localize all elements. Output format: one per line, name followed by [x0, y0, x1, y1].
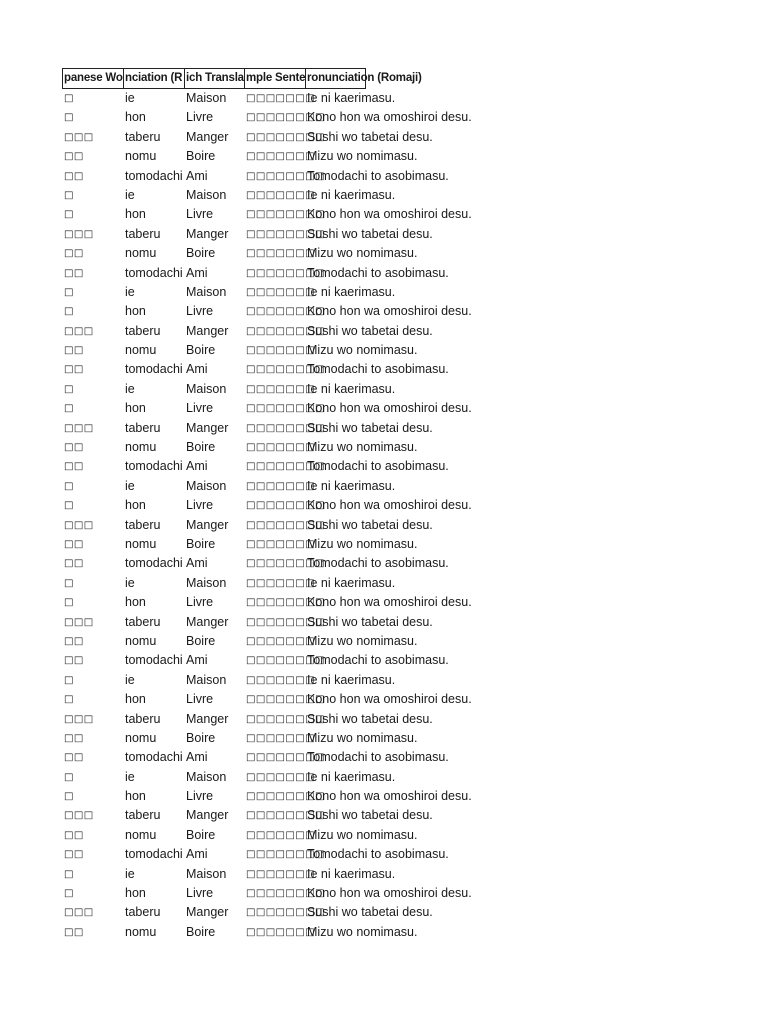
header-pronunciation: nciation (R: [123, 68, 185, 89]
cell-example-sentence: □□□□□□□□: [246, 791, 325, 803]
cell-example-sentence: □□□□□□□: [246, 442, 315, 454]
cell-example-sentence: □□□□□□□□: [246, 209, 325, 221]
cell-japanese-word: □□: [64, 151, 84, 163]
cell-sentence-pronunciation: Tomodachi to asobimasu.: [307, 168, 449, 183]
cell-japanese-word: □□□: [64, 131, 94, 143]
table-row: [62, 923, 742, 942]
table-row: [62, 554, 742, 573]
cell-pronunciation: hon: [125, 789, 146, 804]
table-row: [62, 651, 742, 670]
cell-sentence-pronunciation: Ie ni kaerimasu.: [307, 284, 396, 299]
table-row: [62, 419, 742, 438]
cell-japanese-word: □□: [64, 732, 84, 744]
cell-japanese-word: □: [64, 771, 74, 783]
table-row: [62, 457, 742, 476]
cell-sentence-pronunciation: Kono hon wa omoshiroi desu.: [307, 789, 472, 804]
cell-example-sentence: □□□□□□□□: [246, 325, 325, 337]
cell-pronunciation: hon: [125, 692, 146, 707]
table-row: [62, 244, 742, 263]
cell-sentence-pronunciation: Sushi wo tabetai desu.: [307, 905, 433, 920]
cell-french-translation: Manger: [186, 129, 229, 144]
cell-japanese-word: □: [64, 189, 74, 201]
cell-japanese-word: □: [64, 791, 74, 803]
cell-french-translation: Livre: [186, 304, 214, 319]
cell-sentence-pronunciation: Kono hon wa omoshiroi desu.: [307, 886, 472, 901]
cell-japanese-word: □□□: [64, 325, 94, 337]
cell-pronunciation: nomu: [125, 536, 157, 551]
cell-sentence-pronunciation: Mizu wo nomimasu.: [307, 246, 418, 261]
cell-japanese-word: □□□: [64, 228, 94, 240]
cell-french-translation: Maison: [186, 91, 227, 105]
cell-french-translation: Maison: [186, 769, 227, 784]
cell-sentence-pronunciation: Mizu wo nomimasu.: [307, 730, 418, 745]
cell-french-translation: Manger: [186, 226, 229, 241]
cell-sentence-pronunciation: Sushi wo tabetai desu.: [307, 323, 433, 338]
cell-sentence-pronunciation: Mizu wo nomimasu.: [307, 633, 418, 648]
cell-example-sentence: □□□□□□□: [246, 189, 315, 201]
cell-french-translation: Livre: [186, 401, 214, 416]
cell-pronunciation: ie: [125, 91, 135, 105]
cell-japanese-word: □: [64, 286, 74, 298]
cell-french-translation: Maison: [186, 478, 227, 493]
cell-example-sentence: □□□□□□□: [246, 93, 315, 104]
cell-sentence-pronunciation: Sushi wo tabetai desu.: [307, 711, 433, 726]
cell-japanese-word: □□: [64, 558, 84, 570]
table-row: [62, 593, 742, 612]
table-row: [62, 225, 742, 244]
cell-example-sentence: □□□□□□□□: [246, 500, 325, 512]
cell-japanese-word: □: [64, 888, 74, 900]
table-row: [62, 186, 742, 205]
cell-french-translation: Boire: [186, 246, 216, 261]
cell-japanese-word: □: [64, 694, 74, 706]
cell-french-translation: Boire: [186, 924, 216, 939]
cell-french-translation: Ami: [186, 750, 208, 765]
cell-pronunciation: nomu: [125, 149, 157, 164]
cell-sentence-pronunciation: Sushi wo tabetai desu.: [307, 808, 433, 823]
cell-french-translation: Boire: [186, 633, 216, 648]
cell-french-translation: Manger: [186, 905, 229, 920]
cell-sentence-pronunciation: Tomodachi to asobimasu.: [307, 556, 449, 571]
table-row: [62, 884, 742, 903]
cell-sentence-pronunciation: Sushi wo tabetai desu.: [307, 420, 433, 435]
cell-sentence-pronunciation: Kono hon wa omoshiroi desu.: [307, 110, 472, 125]
cell-french-translation: Ami: [186, 847, 208, 862]
cell-pronunciation: ie: [125, 187, 135, 202]
cell-pronunciation: taberu: [125, 323, 161, 338]
cell-japanese-word: □□□: [64, 907, 94, 919]
cell-example-sentence: □□□□□□□□: [246, 228, 325, 240]
cell-sentence-pronunciation: Kono hon wa omoshiroi desu.: [307, 692, 472, 707]
cell-japanese-word: □□: [64, 926, 84, 938]
cell-sentence-pronunciation: Mizu wo nomimasu.: [307, 827, 418, 842]
cell-french-translation: Maison: [186, 187, 227, 202]
table-row: [62, 302, 742, 321]
cell-french-translation: Boire: [186, 827, 216, 842]
cell-french-translation: Manger: [186, 420, 229, 435]
cell-pronunciation: ie: [125, 866, 135, 881]
cell-japanese-word: □□: [64, 538, 84, 550]
cell-pronunciation: nomu: [125, 827, 157, 842]
cell-french-translation: Ami: [186, 653, 208, 668]
cell-example-sentence: □□□□□□□: [246, 286, 315, 298]
table-row: [62, 632, 742, 651]
cell-sentence-pronunciation: Ie ni kaerimasu.: [307, 769, 396, 784]
cell-sentence-pronunciation: Sushi wo tabetai desu.: [307, 517, 433, 532]
cell-pronunciation: taberu: [125, 808, 161, 823]
cell-sentence-pronunciation: Tomodachi to asobimasu.: [307, 362, 449, 377]
cell-french-translation: Maison: [186, 575, 227, 590]
cell-french-translation: Livre: [186, 886, 214, 901]
cell-pronunciation: hon: [125, 498, 146, 513]
table-row: [62, 341, 742, 360]
cell-japanese-word: □: [64, 868, 74, 880]
table-row: [62, 865, 742, 884]
cell-japanese-word: □: [64, 112, 74, 124]
table-row: [62, 147, 742, 166]
cell-japanese-word: □□: [64, 461, 84, 473]
cell-example-sentence: □□□□□□□□: [246, 694, 325, 706]
table-row: [62, 806, 742, 825]
cell-french-translation: Manger: [186, 711, 229, 726]
cell-japanese-word: □□: [64, 829, 84, 841]
cell-french-translation: Manger: [186, 517, 229, 532]
cell-example-sentence: □□□□□□□: [246, 829, 315, 841]
cell-japanese-word: □: [64, 577, 74, 589]
table-row: [62, 496, 742, 515]
cell-japanese-word: □□: [64, 267, 84, 279]
cell-sentence-pronunciation: Tomodachi to asobimasu.: [307, 750, 449, 765]
header-row: [62, 68, 742, 89]
cell-french-translation: Ami: [186, 556, 208, 571]
cell-french-translation: Boire: [186, 440, 216, 455]
cell-japanese-word: □: [64, 674, 74, 686]
cell-french-translation: Manger: [186, 614, 229, 629]
cell-example-sentence: □□□□□□□: [246, 383, 315, 395]
table-row: [62, 903, 742, 922]
cell-pronunciation: hon: [125, 886, 146, 901]
cell-sentence-pronunciation: Kono hon wa omoshiroi desu.: [307, 401, 472, 416]
cell-pronunciation: ie: [125, 769, 135, 784]
cell-example-sentence: □□□□□□□□: [246, 888, 325, 900]
cell-french-translation: Manger: [186, 323, 229, 338]
cell-sentence-pronunciation: Ie ni kaerimasu.: [307, 866, 396, 881]
cell-japanese-word: □: [64, 480, 74, 492]
cell-japanese-word: □□□: [64, 422, 94, 434]
table-row: [62, 283, 742, 302]
cell-sentence-pronunciation: Kono hon wa omoshiroi desu.: [307, 498, 472, 513]
cell-sentence-pronunciation: Tomodachi to asobimasu.: [307, 847, 449, 862]
spreadsheet-table: [62, 68, 742, 942]
cell-sentence-pronunciation: Mizu wo nomimasu.: [307, 343, 418, 358]
table-row: [62, 613, 742, 632]
cell-pronunciation: ie: [125, 478, 135, 493]
table-row: [62, 768, 742, 787]
cell-example-sentence: □□□□□□□: [246, 771, 315, 783]
cell-example-sentence: □□□□□□□□: [246, 713, 325, 725]
cell-pronunciation: hon: [125, 401, 146, 416]
cell-example-sentence: □□□□□□□: [246, 732, 315, 744]
cell-pronunciation: tomodachi: [125, 847, 183, 862]
cell-pronunciation: nomu: [125, 440, 157, 455]
cell-sentence-pronunciation: Sushi wo tabetai desu.: [307, 226, 433, 241]
cell-french-translation: Boire: [186, 536, 216, 551]
cell-french-translation: Ami: [186, 362, 208, 377]
cell-example-sentence: □□□□□□□□: [246, 616, 325, 628]
cell-pronunciation: nomu: [125, 633, 157, 648]
table-row: [62, 360, 742, 379]
cell-example-sentence: □□□□□□□□: [246, 907, 325, 919]
cell-pronunciation: taberu: [125, 226, 161, 241]
cell-pronunciation: taberu: [125, 129, 161, 144]
cell-example-sentence: □□□□□□□□: [246, 364, 325, 376]
table-row: [62, 787, 742, 806]
cell-french-translation: Maison: [186, 381, 227, 396]
cell-french-translation: Livre: [186, 595, 214, 610]
cell-japanese-word: □: [64, 306, 74, 318]
cell-sentence-pronunciation: Tomodachi to asobimasu.: [307, 653, 449, 668]
cell-sentence-pronunciation: Ie ni kaerimasu.: [307, 478, 396, 493]
cell-sentence-pronunciation: Ie ni kaerimasu.: [307, 381, 396, 396]
cell-sentence-pronunciation: Sushi wo tabetai desu.: [307, 129, 433, 144]
cell-example-sentence: □□□□□□□: [246, 674, 315, 686]
table-row: [62, 438, 742, 457]
cell-pronunciation: tomodachi: [125, 750, 183, 765]
cell-japanese-word: □□: [64, 849, 84, 861]
cell-japanese-word: □□: [64, 655, 84, 667]
cell-japanese-word: □□: [64, 170, 84, 182]
cell-japanese-word: □□: [64, 248, 84, 260]
cell-japanese-word: □: [64, 383, 74, 395]
cell-sentence-pronunciation: Kono hon wa omoshiroi desu.: [307, 304, 472, 319]
cell-sentence-pronunciation: Tomodachi to asobimasu.: [307, 459, 449, 474]
table-row: [62, 128, 742, 147]
cell-example-sentence: □□□□□□□□: [246, 422, 325, 434]
header-example-sentence: mple Sente: [244, 68, 306, 89]
cell-pronunciation: taberu: [125, 711, 161, 726]
cell-japanese-word: □: [64, 403, 74, 415]
table-body: [62, 89, 742, 942]
table-row: [62, 845, 742, 864]
cell-japanese-word: □□□: [64, 616, 94, 628]
cell-pronunciation: taberu: [125, 420, 161, 435]
cell-pronunciation: hon: [125, 110, 146, 125]
table-row: [62, 748, 742, 767]
cell-japanese-word: □: [64, 597, 74, 609]
cell-example-sentence: □□□□□□□□: [246, 131, 325, 143]
cell-japanese-word: □□□: [64, 519, 94, 531]
cell-example-sentence: □□□□□□□□: [246, 810, 325, 822]
cell-pronunciation: ie: [125, 381, 135, 396]
cell-example-sentence: □□□□□□□: [246, 480, 315, 492]
cell-french-translation: Ami: [186, 265, 208, 280]
cell-pronunciation: tomodachi: [125, 653, 183, 668]
cell-example-sentence: □□□□□□□□: [246, 597, 325, 609]
cell-pronunciation: hon: [125, 304, 146, 319]
cell-french-translation: Livre: [186, 789, 214, 804]
cell-french-translation: Boire: [186, 343, 216, 358]
cell-pronunciation: nomu: [125, 924, 157, 939]
cell-japanese-word: □□□: [64, 810, 94, 822]
cell-french-translation: Livre: [186, 692, 214, 707]
table-row: [62, 380, 742, 399]
header-japanese-word: panese Wo: [62, 68, 124, 89]
table-row: [62, 322, 742, 341]
cell-sentence-pronunciation: Ie ni kaerimasu.: [307, 575, 396, 590]
cell-example-sentence: □□□□□□□: [246, 577, 315, 589]
cell-pronunciation: ie: [125, 575, 135, 590]
cell-example-sentence: □□□□□□□□: [246, 849, 325, 861]
table-row: [62, 826, 742, 845]
cell-japanese-word: □□: [64, 442, 84, 454]
cell-french-translation: Boire: [186, 149, 216, 164]
cell-pronunciation: nomu: [125, 246, 157, 261]
cell-sentence-pronunciation: Mizu wo nomimasu.: [307, 440, 418, 455]
table-row: [62, 690, 742, 709]
cell-japanese-word: □: [64, 500, 74, 512]
table-row: [62, 264, 742, 283]
cell-japanese-word: □□: [64, 345, 84, 357]
cell-example-sentence: □□□□□□□□: [246, 461, 325, 473]
header-sentence-pronunciation: ronunciation (Romaji): [305, 68, 366, 89]
cell-pronunciation: tomodachi: [125, 556, 183, 571]
cell-pronunciation: nomu: [125, 343, 157, 358]
cell-sentence-pronunciation: Ie ni kaerimasu.: [307, 187, 396, 202]
cell-french-translation: Maison: [186, 672, 227, 687]
cell-example-sentence: □□□□□□□: [246, 151, 315, 163]
cell-example-sentence: □□□□□□□: [246, 538, 315, 550]
cell-pronunciation: ie: [125, 284, 135, 299]
cell-french-translation: Livre: [186, 207, 214, 222]
cell-example-sentence: □□□□□□□□: [246, 655, 325, 667]
cell-japanese-word: □: [64, 93, 74, 104]
cell-french-translation: Livre: [186, 498, 214, 513]
cell-french-translation: Livre: [186, 110, 214, 125]
cell-sentence-pronunciation: Mizu wo nomimasu.: [307, 924, 418, 939]
cell-pronunciation: nomu: [125, 730, 157, 745]
table-row: [62, 108, 742, 127]
table-row: [62, 574, 742, 593]
cell-japanese-word: □□: [64, 364, 84, 376]
cell-japanese-word: □□: [64, 752, 84, 764]
cell-sentence-pronunciation: Sushi wo tabetai desu.: [307, 614, 433, 629]
cell-example-sentence: □□□□□□□: [246, 868, 315, 880]
cell-sentence-pronunciation: Mizu wo nomimasu.: [307, 536, 418, 551]
table-row: [62, 89, 742, 108]
cell-pronunciation: taberu: [125, 614, 161, 629]
cell-example-sentence: □□□□□□□□: [246, 403, 325, 415]
cell-example-sentence: □□□□□□□: [246, 345, 315, 357]
cell-french-translation: Boire: [186, 730, 216, 745]
cell-example-sentence: □□□□□□□□: [246, 306, 325, 318]
cell-example-sentence: □□□□□□□: [246, 635, 315, 647]
cell-example-sentence: □□□□□□□: [246, 926, 315, 938]
cell-japanese-word: □□: [64, 635, 84, 647]
cell-french-translation: Ami: [186, 168, 208, 183]
cell-pronunciation: tomodachi: [125, 168, 183, 183]
cell-pronunciation: tomodachi: [125, 265, 183, 280]
cell-example-sentence: □□□□□□□□: [246, 519, 325, 531]
cell-pronunciation: tomodachi: [125, 459, 183, 474]
cell-pronunciation: ie: [125, 672, 135, 687]
cell-pronunciation: tomodachi: [125, 362, 183, 377]
table-row: [62, 710, 742, 729]
cell-example-sentence: □□□□□□□□: [246, 267, 325, 279]
cell-sentence-pronunciation: Ie ni kaerimasu.: [307, 91, 396, 105]
cell-sentence-pronunciation: Mizu wo nomimasu.: [307, 149, 418, 164]
cell-example-sentence: □□□□□□□□: [246, 558, 325, 570]
cell-sentence-pronunciation: Kono hon wa omoshiroi desu.: [307, 207, 472, 222]
cell-sentence-pronunciation: Ie ni kaerimasu.: [307, 672, 396, 687]
cell-sentence-pronunciation: Kono hon wa omoshiroi desu.: [307, 595, 472, 610]
cell-example-sentence: □□□□□□□□: [246, 752, 325, 764]
cell-pronunciation: taberu: [125, 517, 161, 532]
cell-japanese-word: □□□: [64, 713, 94, 725]
table-row: [62, 535, 742, 554]
table-row: [62, 516, 742, 535]
cell-french-translation: Ami: [186, 459, 208, 474]
table-row: [62, 167, 742, 186]
cell-pronunciation: taberu: [125, 905, 161, 920]
table-row: [62, 205, 742, 224]
cell-example-sentence: □□□□□□□□: [246, 112, 325, 124]
cell-pronunciation: hon: [125, 207, 146, 222]
cell-example-sentence: □□□□□□□: [246, 248, 315, 260]
cell-pronunciation: hon: [125, 595, 146, 610]
table-row: [62, 671, 742, 690]
cell-japanese-word: □: [64, 209, 74, 221]
header-french-translation: ich Transla: [184, 68, 245, 89]
cell-sentence-pronunciation: Tomodachi to asobimasu.: [307, 265, 449, 280]
table-row: [62, 399, 742, 418]
table-row: [62, 729, 742, 748]
cell-example-sentence: □□□□□□□□: [246, 170, 325, 182]
cell-french-translation: Maison: [186, 284, 227, 299]
cell-french-translation: Maison: [186, 866, 227, 881]
cell-french-translation: Manger: [186, 808, 229, 823]
table-row: [62, 477, 742, 496]
